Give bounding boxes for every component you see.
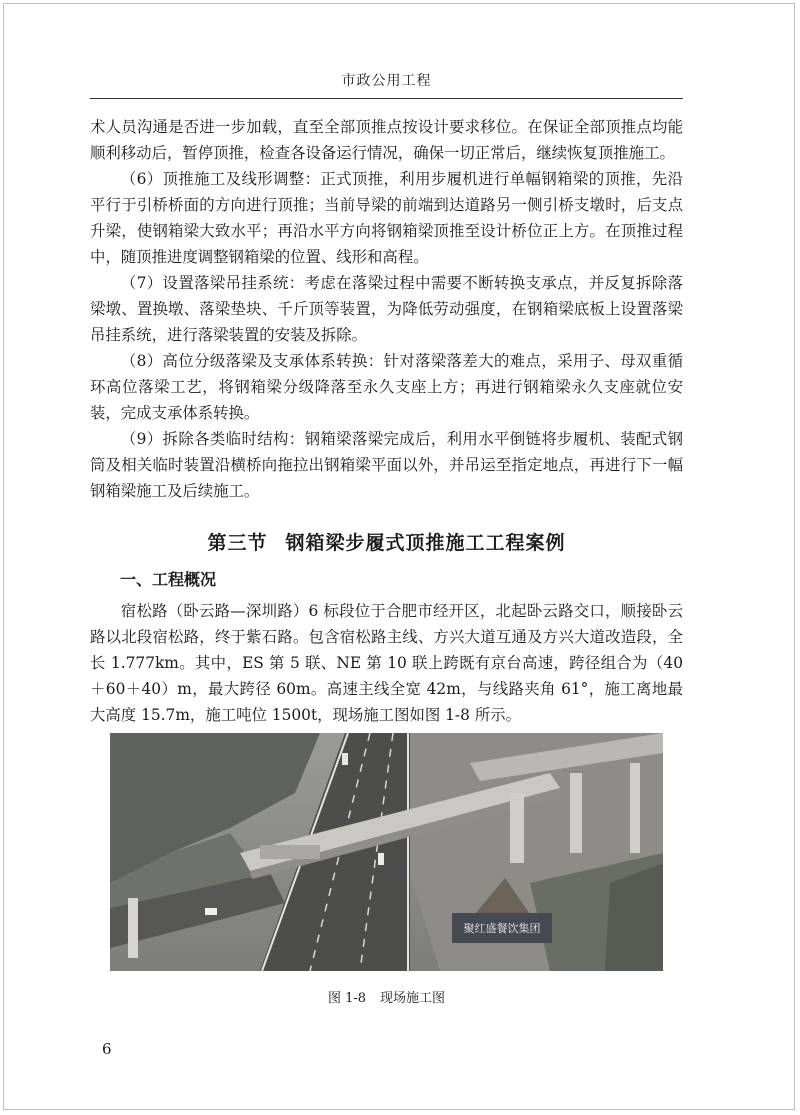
page-number: 6 [102,1040,112,1058]
figure-number: 图 1-8 [327,991,367,1006]
paragraph-step-6: （6）顶推施工及线形调整：正式顶推，利用步履机进行单幅钢箱梁的顶推，先沿平行于引桥桥面的方向进行顶推；当前导梁的前端到达道路另一侧引桥支墩时，后支点升梁，使钢箱梁大致水平；再沿水平方向将钢箱梁顶推至设计桥位正上方。在顶推过程中，随顶推进度调整钢箱梁的位置、线形和高程。 [90,170,683,266]
construction-site-photo [110,733,663,971]
figure-caption-text: 现场施工图 [380,991,446,1006]
header-rule [90,98,683,99]
paragraph-step-9: （9）拆除各类临时结构：钢箱梁落梁完成后，利用水平倒链将步履机、装配式钢筒及相关临时装置沿横桥向拖拉出钢箱梁平面以外，并吊运至指定地点，再进行下一幅钢箱梁施工及后续施工。 [90,430,683,500]
running-header: 市政公用工程 [341,73,432,89]
section-title: 钢箱梁步履式顶推施工工程案例 [285,532,566,554]
billboard-text: 聚红盛餐饮集团 [463,922,541,935]
bridge-pier [510,793,524,863]
section-heading [90,528,683,555]
paragraph-step-7: （7）设置落梁吊挂系统：考虑在落梁过程中需要不断转换支承点，并反复拆除落梁墩、置换墩、落梁垫块、千斤顶等装置，为降低劳动强度，在钢箱梁底板上设置落梁吊挂系统，进行落梁装置的安装及拆除。 [90,274,683,344]
body-text [90,114,683,728]
paragraph-continuation: 术人员沟通是否进一步加载，直至全部顶推点按设计要求移位。在保证全部顶推点均能顺利移动后，暂停顶推，检查各设备运行情况，确保一切正常后，继续恢复顶推施工。 [90,118,683,162]
section-number: 第三节 [207,532,268,554]
paragraph-project-overview: 宿松路（卧云路—深圳路）6 标段位于合肥市经开区，北起卧云路交口，顺接卧云路以北段宿松路，终于紫石路。包含宿松路主线、方兴大道互通及方兴大道改造段，全长 1.777km。其中，ES 第 5 联、NE 第 10 联上跨既有京台高速，跨径组合为（40＋60＋40）m，最大跨径 60m。高速主线全宽 42m，与线路夹角 61°，施工离地最大高度 15.7m，施工吨位 1500t，现场施工图如图 1-8 所示。 [90,602,683,724]
subsection-heading: 一、工程概况 [120,570,217,589]
paragraph-step-8: （8）高位分级落梁及支承体系转换：针对落梁落差大的难点，采用子、母双重循环高位落梁工艺，将钢箱梁分级降落至永久支座上方；再进行钢箱梁永久支座就位安装，完成支承体系转换。 [90,352,683,422]
figure-caption [90,987,683,1006]
